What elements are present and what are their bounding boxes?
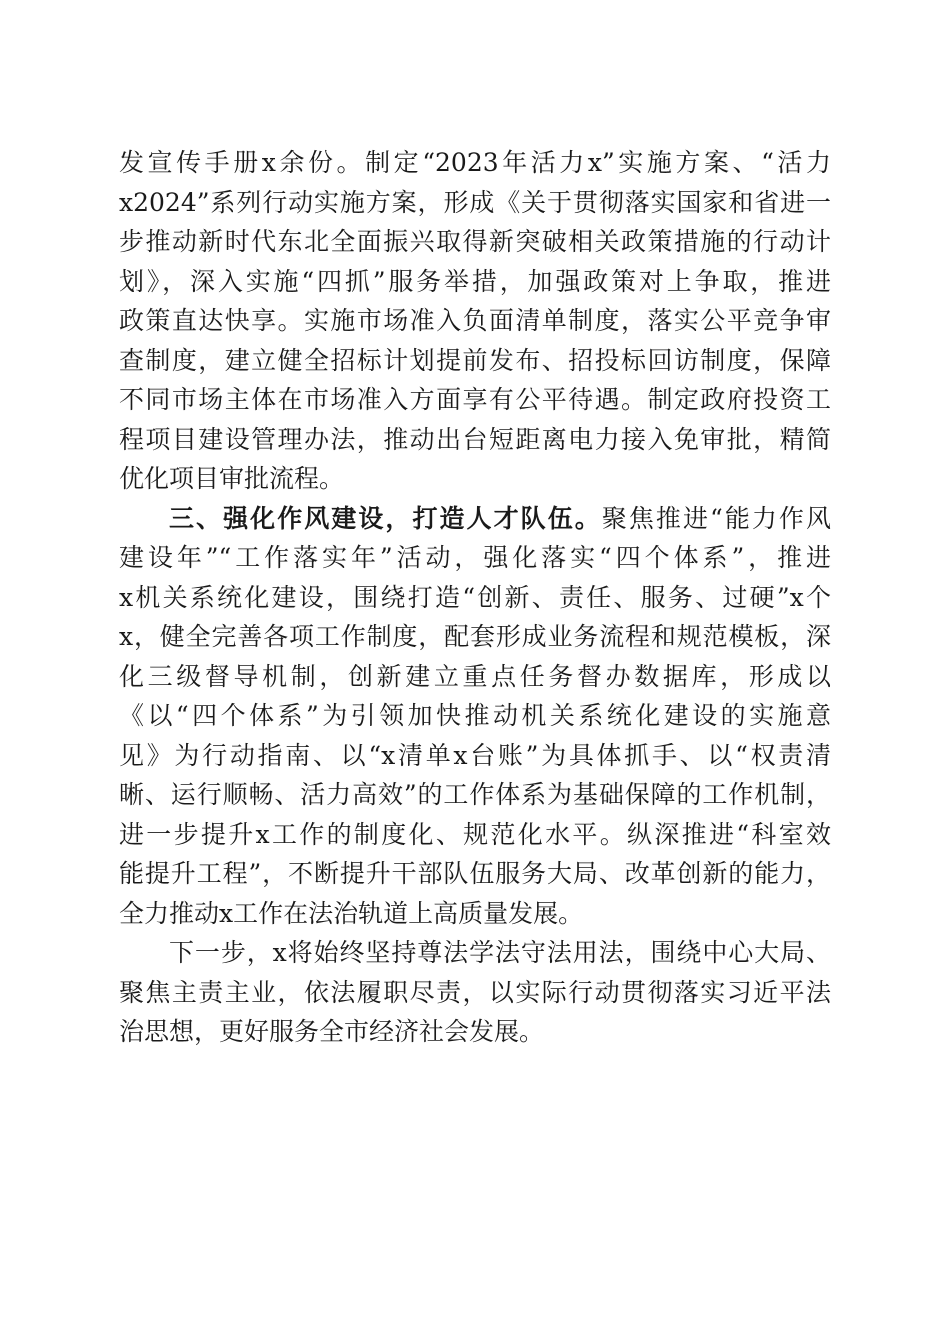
paragraph-2-line: 能提升工程”，不断提升干部队伍服务大局、改革创新的能力， (119, 859, 831, 888)
paragraph-2-line: 进一步提升x工作的制度化、规范化水平。纵深推进“科室效 (119, 819, 831, 849)
paragraph-2 (119, 499, 831, 934)
paragraph-2-line: 全力推动x工作在法治轨道上高质量发展。 (119, 898, 584, 928)
paragraph-2-line: x机关系统化建设，围绕打造“创新、责任、服务、过硬”x个 (119, 582, 831, 612)
paragraph-1-line: 政策直达快享。实施市场准入负面清单制度，落实公平竞争审 (119, 306, 831, 335)
section-heading: 三、强化作风建设，打造人才队伍。 (169, 503, 602, 533)
paragraph-2-line: 化三级督导机制，创新建立重点任务督办数据库，形成以 (119, 661, 831, 691)
paragraph-3 (119, 933, 831, 1052)
paragraph-1-line: 步推动新时代东北全面振兴取得新突破相关政策措施的行动计 (119, 227, 831, 256)
paragraph-1 (119, 143, 831, 499)
paragraph-1-line: 优化项目审批流程。 (119, 464, 345, 493)
paragraph-2-line: 晰、运行顺畅、活力高效”的工作体系为基础保障的工作机制， (119, 780, 831, 809)
paragraph-1-line: 划》，深入实施“四抓”服务举措，加强政策对上争取，推进 (119, 266, 831, 296)
document-body (119, 143, 831, 1052)
paragraph-2-line: 《以“四个体系”为引领加快推动机关系统化建设的实施意 (119, 701, 831, 730)
paragraph-1-line: 查制度，建立健全招标计划提前发布、招投标回访制度，保障 (119, 345, 831, 375)
paragraph-2-line: 建设年”“工作落实年”活动，强化落实“四个体系”，推进 (119, 543, 831, 572)
paragraph-2-first-line-rest: 聚焦推进“能力作风 (601, 503, 831, 533)
paragraph-3-line: 治思想，更好服务全市经济社会发展。 (119, 1017, 545, 1046)
paragraph-1-line: x2024”系列行动实施方案，形成《关于贯彻落实国家和省进一 (119, 187, 831, 217)
paragraph-2-line: 见》为行动指南、以“x清单x台账”为具体抓手、以“权责清 (119, 740, 831, 770)
paragraph-2-first-line (119, 499, 831, 539)
paragraph-1-line: 程项目建设管理办法，推动出台短距离电力接入免审批，精简 (119, 424, 831, 454)
paragraph-3-line: 聚焦主责主业，依法履职尽责，以实际行动贯彻落实习近平法 (119, 977, 831, 1007)
paragraph-1-line: 发宣传手册x余份。制定“2023年活力x”实施方案、“活力 (119, 148, 831, 177)
paragraph-2-line: x，健全完善各项工作制度，配套形成业务流程和规范模板，深 (119, 622, 831, 651)
paragraph-1-line: 不同市场主体在市场准入方面享有公平待遇。制定政府投资工 (119, 385, 831, 414)
paragraph-3-line: 下一步，x将始终坚持尊法学法守法用法，围绕中心大局、 (169, 938, 831, 967)
